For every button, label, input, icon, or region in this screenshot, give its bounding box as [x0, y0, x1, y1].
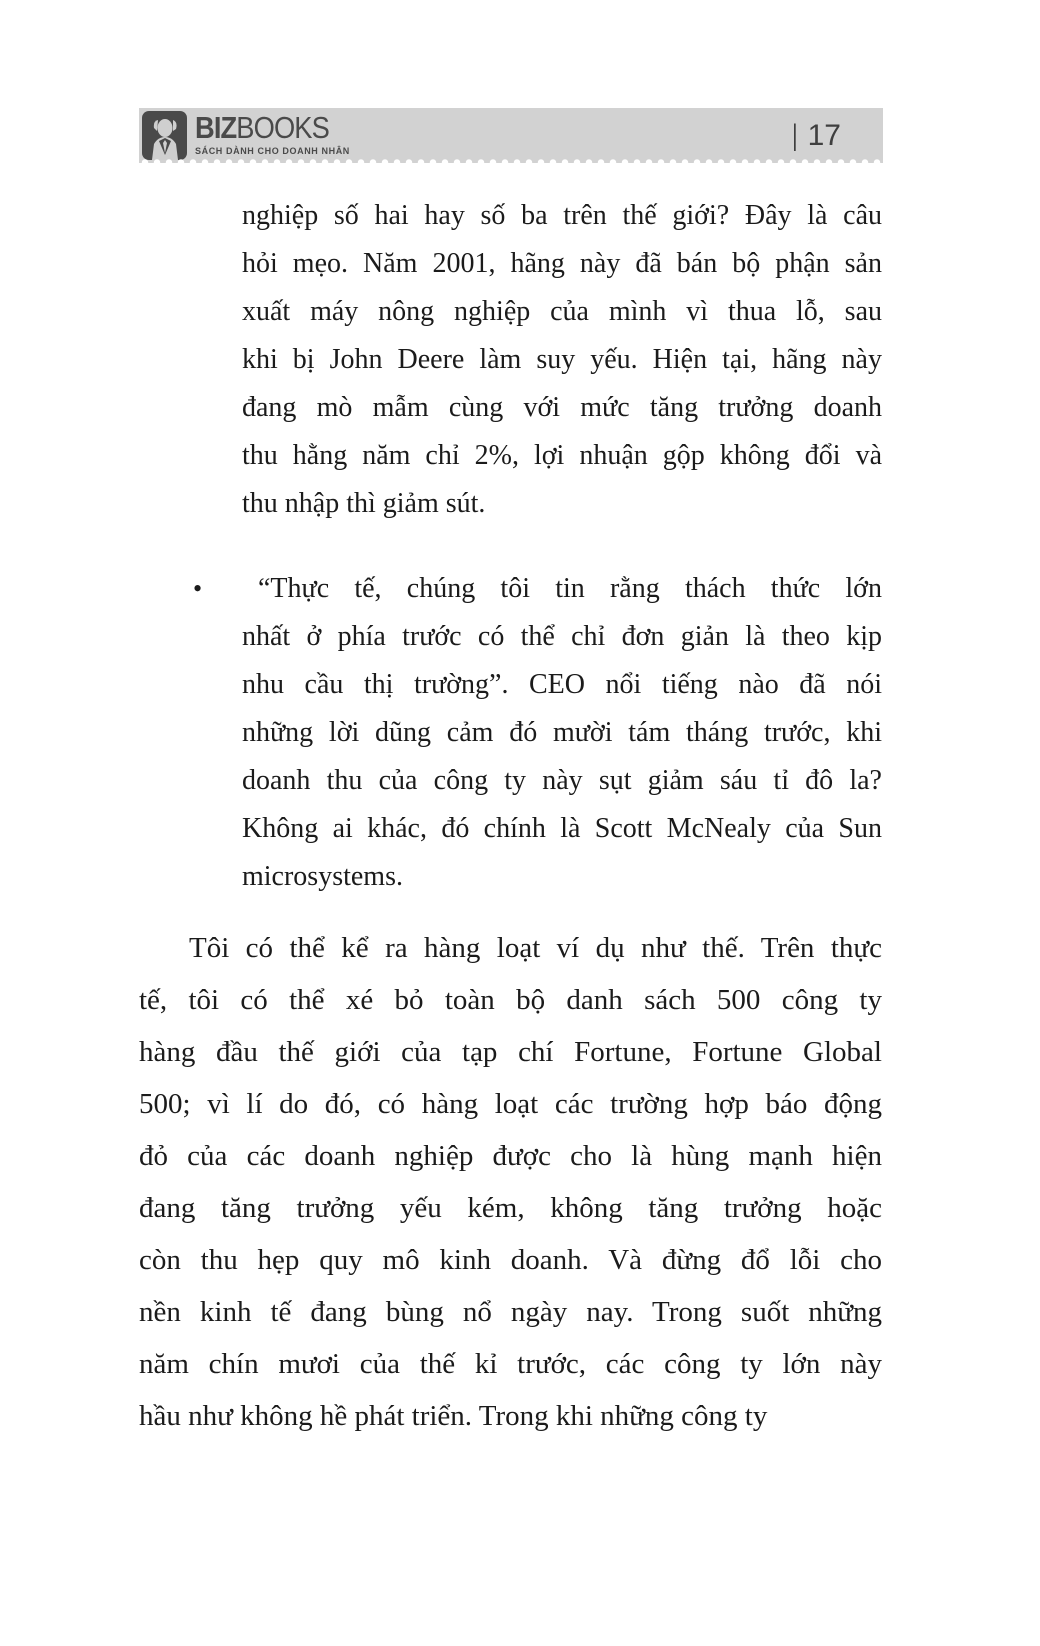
text-line: thu nhập thì giảm sút. — [242, 488, 486, 519]
text-line: những lời dũng cảm đó mười tám tháng trước, khi — [242, 717, 882, 748]
text-line: “Thực tế, chúng tôi tin rằng thách thức lớn — [258, 573, 882, 604]
text-line: đỏ của các doanh nghiệp được cho là hùng mạnh hiện — [139, 1140, 882, 1172]
text-line: hầu như không hề phát triển. Trong khi những công ty — [139, 1400, 768, 1432]
text-line: tế, tôi có thể xé bỏ toàn bộ danh sách 500 công ty — [139, 984, 882, 1016]
brand-books: BOOKS — [236, 110, 329, 145]
bizbooks-logo — [142, 111, 350, 160]
brand-biz: BIZ — [195, 110, 237, 145]
brand-block — [195, 111, 350, 157]
text-line: hỏi mẹo. Năm 2001, hãng này đã bán bộ phận sản — [242, 248, 882, 279]
perforated-edge — [139, 158, 883, 167]
text-line: thu hằng năm chỉ 2%, lợi nhuận gộp không đổi và — [242, 440, 882, 471]
text-line: còn thu hẹp quy mô kinh doanh. Và đừng đổ lỗi cho — [139, 1244, 882, 1276]
text-line: nền kinh tế đang bùng nổ ngày nay. Trong suốt những — [139, 1296, 882, 1328]
text-line: Không ai khác, đó chính là Scott McNealy của Sun — [242, 813, 882, 844]
bullet-icon: • — [193, 574, 203, 603]
text-line: microsystems. — [242, 861, 403, 892]
text-line: đang mò mẫm cùng với mức tăng trưởng doanh — [242, 392, 882, 423]
brand-wordmark — [195, 110, 331, 145]
text-line: xuất máy nông nghiệp của mình vì thua lỗ, sau — [242, 296, 882, 327]
separator-bar: | — [791, 118, 798, 152]
text-line: Tôi có thể kể ra hàng loạt ví dụ như thế. Trên thực — [189, 932, 882, 964]
text-line: doanh thu của công ty này sụt giảm sáu tỉ đô la? — [242, 765, 882, 796]
businessman-portrait-icon — [142, 111, 187, 160]
header-bar — [139, 108, 883, 163]
text-line: hàng đầu thế giới của tạp chí Fortune, Fortune Global — [139, 1036, 882, 1068]
text-line: đang tăng trưởng yếu kém, không tăng trưởng hoặc — [139, 1192, 882, 1224]
paragraph-bullet — [193, 565, 882, 901]
page-number-value: 17 — [807, 118, 841, 152]
text-line: nghiệp số hai hay số ba trên thế giới? Đây là câu — [242, 200, 882, 231]
text-line: nhu cầu thị trường”. CEO nổi tiếng nào đã nói — [242, 669, 882, 700]
text-line: nhất ở phía trước có thể chỉ đơn giản là theo kịp — [242, 621, 882, 652]
paragraph-continuation — [242, 192, 882, 528]
text-line: năm chín mươi của thế kỉ trước, các công ty lớn này — [139, 1348, 882, 1380]
page-number — [791, 108, 841, 163]
text-line: 500; vì lí do đó, có hàng loạt các trường hợp báo động — [139, 1088, 882, 1120]
text-line: khi bị John Deere làm suy yếu. Hiện tại, hãng này — [242, 344, 882, 375]
paragraph-main — [139, 922, 882, 1442]
brand-tagline: SÁCH DÀNH CHO DOANH NHÂN — [195, 146, 350, 156]
